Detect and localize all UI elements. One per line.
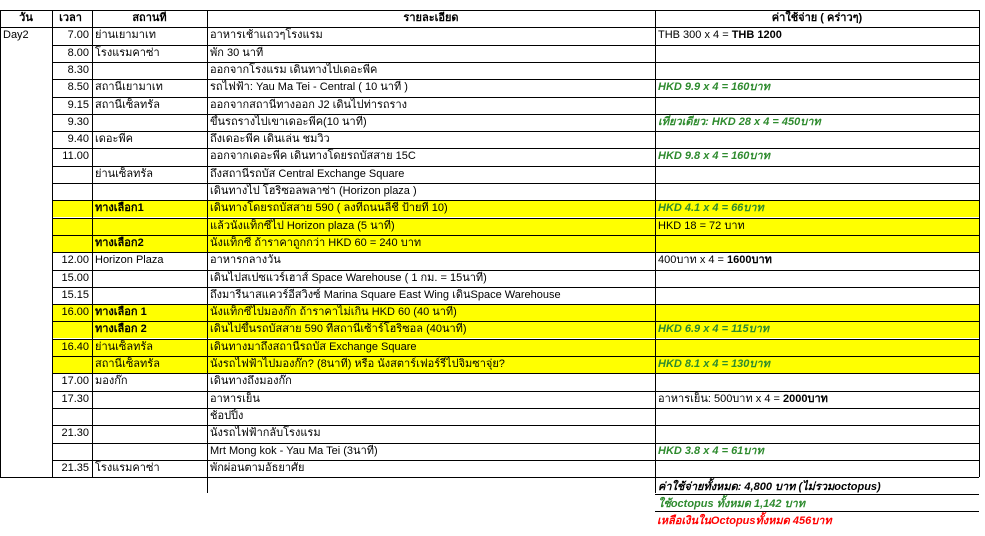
grid-hline (52, 45, 979, 46)
cell-place: ทางเลือก2 (92, 235, 207, 252)
cell-day (0, 235, 52, 252)
cell-time (52, 218, 92, 235)
table-row (0, 270, 979, 287)
cell-cost (655, 166, 979, 183)
cell-detail: รถไฟฟ้า: Yau Ma Tei - Central ( 10 นาที ) (210, 81, 408, 94)
cell-detail: นั่งแท็กซี่ ถ้าราคาถูกกว่า HKD 60 = 240 บาท (207, 235, 655, 252)
cell-time: 8.50 (67, 81, 89, 94)
summary-remaining: เหลือเงินในOctopusทั้งหมด 456บาท (657, 515, 832, 528)
cell-time: 9.30 (67, 115, 89, 128)
table-row (0, 200, 979, 217)
cell-day (0, 321, 52, 338)
cell-day (0, 252, 52, 269)
header-place: สถานที่ (132, 12, 167, 24)
grid-vline (0, 10, 1, 477)
cell-place (92, 148, 207, 165)
cell-place: ย่านเซ็ลทรัล (95, 167, 154, 180)
cell-cost (655, 148, 979, 165)
cell-time: 21.30 (61, 427, 89, 440)
table-row (0, 235, 979, 252)
cell-detail: เดินทางมาถึงสถานีรถบัส Exchange Square (207, 339, 655, 356)
cell-cost (655, 218, 979, 235)
cell-day (0, 218, 52, 235)
table-row (0, 460, 979, 477)
cell-detail: ขึ้นรถรางไปเขาเดอะพีค(10 นาที) (210, 115, 367, 128)
grid-hline (52, 148, 979, 149)
cell-time: 17.00 (61, 375, 89, 388)
cell-cost (655, 460, 979, 477)
table-row (0, 45, 979, 62)
grid-hline (52, 391, 979, 392)
cell-cost (655, 391, 979, 408)
cell-detail: นั่งแท็กซี่ไปมองก๊ก ถ้าราคาไม่เกิน HKD 60 (40 นาที) (207, 304, 655, 321)
cell-time: 16.00 (52, 304, 92, 321)
table-row (0, 391, 979, 408)
cell-time: 15.15 (61, 288, 89, 301)
cell-day (0, 408, 52, 425)
cell-cost (655, 131, 979, 148)
cost-text: THB 300 x 4 = (658, 29, 732, 42)
cell-time: 11.00 (62, 150, 89, 163)
cell-day (0, 391, 52, 408)
cost-text: HKD 18 = 72 บาท (658, 219, 745, 232)
cell-time: 9.40 (67, 133, 89, 146)
cell-day (0, 97, 52, 114)
cell-time (52, 408, 92, 425)
cell-detail: อาหารเช้าแถวๆโรงแรม (210, 29, 323, 42)
grid-hline (52, 235, 979, 236)
cost-hkd: เที่ยวเดียว: HKD 28 x 4 = 450บาท (658, 115, 821, 128)
grid-hline (52, 356, 979, 357)
cell-cost (655, 373, 979, 390)
cell-cost (655, 62, 979, 79)
cell-detail: ออกจากโรงแรม เดินทางไปเดอะพีค (210, 63, 378, 76)
grid-hline (52, 252, 979, 253)
cell-place (92, 408, 207, 425)
cell-detail: ออกจากเดอะพีค เดินทางโดยรถบัสสาย 15C (210, 150, 416, 163)
cell-detail: ถึงสถานีรถบัส Central Exchange Square (210, 167, 405, 180)
cell-place: Horizon Plaza (95, 254, 164, 267)
cell-detail: อาหารกลางวัน (210, 254, 281, 267)
cell-day (0, 62, 52, 79)
cell-cost (655, 183, 979, 200)
grid-hline (52, 79, 979, 80)
cell-detail: พักผ่อนตามอัธยาศัย (210, 461, 305, 474)
cell-time (52, 235, 92, 252)
cell-cost (655, 270, 979, 287)
cost-hkd: HKD 8.1 x 4 = 130บาท (658, 358, 770, 370)
cell-detail: ช้อปปิ้ง (210, 409, 244, 422)
cell-detail: เดินทางโดยรถบัสสาย 590 ( ลงที่ถนนลี่ชี ป้ายที่ 10) (207, 200, 655, 217)
cell-day (0, 460, 52, 477)
header-time: เวลา (59, 12, 82, 24)
cell-place (92, 218, 207, 235)
cell-place: สถานีเยามาเท (95, 81, 163, 94)
cell-place (92, 270, 207, 287)
table-row (0, 131, 979, 148)
cell-time (52, 443, 92, 460)
table-row (0, 339, 979, 356)
cell-detail: ถึงเดอะพีค เดินเล่น ชมวิว (210, 133, 330, 146)
cell-place: ทางเลือก1 (92, 200, 207, 217)
cell-day (0, 166, 52, 183)
grid-hline (52, 460, 979, 461)
cell-time (52, 166, 92, 183)
summary-octopus: ใช้octopus ทั้งหมด 1,142 บาท (655, 496, 979, 512)
grid-hline (52, 114, 979, 115)
table-row (0, 27, 979, 44)
cost-total: 1600บาท (727, 254, 772, 267)
cell-cost (655, 235, 979, 252)
table-row (0, 114, 979, 131)
cell-cost (655, 200, 979, 217)
cell-place (92, 114, 207, 131)
cell-time: 7.00 (67, 29, 89, 42)
cell-day (0, 148, 52, 165)
cell-time: 15.00 (61, 271, 89, 284)
cell-place (92, 391, 207, 408)
table-row (0, 79, 979, 96)
cell-place (92, 425, 207, 442)
cost-hkd: HKD 4.1 x 4 = 66บาท (658, 202, 764, 215)
grid-hline (52, 408, 979, 409)
cell-detail: Mrt Mong kok - Yau Ma Tei (3นาที) (210, 444, 378, 457)
cell-time (52, 200, 92, 217)
cell-cost (655, 321, 979, 338)
cell-time: 17.30 (61, 392, 89, 405)
grid-hline (52, 270, 979, 271)
grid-hline (52, 443, 979, 444)
cost-hkd: HKD 9.8 x 4 = 160บาท (658, 150, 770, 163)
cost-hkd: HKD 6.9 x 4 = 115บาท (658, 323, 770, 336)
cell-cost (655, 287, 979, 304)
cell-time: 16.40 (52, 339, 92, 356)
cell-day (0, 200, 52, 217)
cell-time: 9.15 (67, 98, 89, 111)
cell-cost (655, 114, 979, 131)
table-row (0, 287, 979, 304)
cell-detail: ออกจากสถานีทางออก J2 เดินไปท่ารถราง (210, 98, 408, 111)
cell-place (92, 62, 207, 79)
grid-hline (0, 27, 979, 28)
cell-time (52, 356, 92, 373)
table-row (0, 252, 979, 269)
cell-day: Day2 (3, 29, 29, 42)
header-day: วัน (19, 12, 33, 24)
summary-total: ค่าใช้จ่ายทั้งหมด: 4,800 บาท (ไม่รวมoctopus) (655, 479, 979, 495)
cost-text: อาหารเย็น: 500บาท x 4 = (658, 392, 783, 405)
table-row (0, 408, 979, 425)
cell-cost (655, 443, 979, 460)
table-row (0, 425, 979, 442)
cell-cost (655, 356, 979, 373)
cell-time (52, 183, 92, 200)
cell-place: ทางเลือก 1 (92, 304, 207, 321)
cell-day (0, 339, 52, 356)
cell-place: สถานีเซ็ลทรัล (92, 356, 207, 373)
table-row (0, 356, 979, 373)
grid-hline (52, 339, 979, 340)
cell-day (0, 425, 52, 442)
cell-place: เดอะพีค (95, 133, 134, 146)
table-row (0, 443, 979, 460)
cell-cost (655, 304, 979, 321)
cell-day (0, 304, 52, 321)
table-row (0, 62, 979, 79)
table-row (0, 218, 979, 235)
cell-day (0, 79, 52, 96)
table-row (0, 321, 979, 338)
cell-detail: นั่งรถไฟฟ้าไปมองก๊ก? (8นาที) หรือ นั่งสตาร์เฟอร์รี่ไปจิมซาจุ่ย? (207, 356, 655, 373)
cell-day (0, 114, 52, 131)
grid-hline (52, 183, 979, 184)
cell-cost (655, 408, 979, 425)
cell-cost (655, 45, 979, 62)
grid-hline (52, 200, 979, 201)
cell-detail: เดินทางถึงมองก๊ก (210, 375, 292, 388)
table-row (0, 166, 979, 183)
cell-time: 21.35 (61, 461, 89, 474)
cell-cost (655, 79, 979, 96)
cell-day (0, 287, 52, 304)
header-cost: ค่าใช้จ่าย ( คร่าวๆ) (771, 12, 863, 24)
cost-total: THB 1200 (731, 29, 782, 42)
cell-detail: เดินไปขึ้นรถบัสสาย 590 ที่สถานีเซ้าร์โฮริซอล (40นาที) (207, 321, 655, 338)
grid-hline (52, 166, 979, 167)
grid-hline (52, 287, 979, 288)
cell-day (0, 183, 52, 200)
cell-cost (655, 252, 979, 269)
cell-place (92, 443, 207, 460)
cell-day (0, 373, 52, 390)
cell-time (52, 321, 92, 338)
cell-cost (655, 425, 979, 442)
cell-place: ย่านเยามาเท (95, 29, 156, 42)
grid-hline (52, 97, 979, 98)
cell-place: โรงแรมคาซ่า (95, 461, 160, 474)
table-row (0, 304, 979, 321)
cost-hkd: HKD 3.8 x 4 = 61บาท (658, 444, 764, 457)
cell-day (0, 45, 52, 62)
grid-hline (52, 131, 979, 132)
cost-total: 2000บาท (783, 392, 828, 405)
cell-cost (655, 97, 979, 114)
grid-hline (52, 62, 979, 63)
grid-hline (52, 304, 979, 305)
table-row (0, 97, 979, 114)
cell-time: 8.00 (67, 46, 89, 59)
cell-day (0, 131, 52, 148)
cell-place: ย่านเซ็ลทรัล (92, 339, 207, 356)
cell-place (92, 287, 207, 304)
cell-place: มองก๊ก (95, 375, 128, 388)
grid-hline (0, 477, 979, 478)
cost-text: 400บาท x 4 = (658, 254, 728, 267)
cell-detail: แล้วนั่งแท็กซี่ไป Horizon plaza (5 นาที) (207, 218, 655, 235)
grid-hline (0, 10, 979, 11)
grid-hline (52, 321, 979, 322)
cell-cost (655, 27, 979, 44)
cell-day (0, 443, 52, 460)
cell-day (0, 356, 52, 373)
header-detail: รายละเอียด (403, 12, 459, 24)
cell-detail: ถึงมารีนาสแควร์อีสวิงซ์ Marina Square East Wing เดินSpace Warehouse (210, 288, 561, 301)
cell-cost (655, 339, 979, 356)
cell-detail: เดินไปสเปซแวร์เฮาส์ Space Warehouse ( 1 กม. = 15นาที) (210, 271, 487, 284)
cell-detail: พัก 30 นาที (210, 46, 264, 59)
cell-detail: นั่งรถไฟฟ้ากลับโรงแรม (210, 427, 321, 440)
cell-place: โรงแรมคาซ่า (95, 46, 160, 59)
cost-hkd: HKD 9.9 x 4 = 160บาท (658, 81, 770, 94)
cell-detail: เดินทางไป โฮริซอลพลาซ่า (Horizon plaza ) (210, 185, 417, 197)
cell-place: สถานีเซ็ลทรัล (95, 98, 160, 111)
grid-hline (52, 425, 979, 426)
cell-time: 8.30 (67, 63, 89, 76)
table-row (0, 373, 979, 390)
cell-day (0, 270, 52, 287)
grid-hline (52, 373, 979, 374)
grid-hline (52, 218, 979, 219)
cell-detail: อาหารเย็น (210, 392, 260, 405)
cell-place (92, 183, 207, 200)
header-row (0, 10, 979, 27)
table-row (0, 183, 979, 200)
grid-vline (979, 10, 980, 477)
cell-time: 12.00 (61, 254, 89, 267)
cell-place: ทางเลือก 2 (92, 321, 207, 338)
table-row (0, 148, 979, 165)
